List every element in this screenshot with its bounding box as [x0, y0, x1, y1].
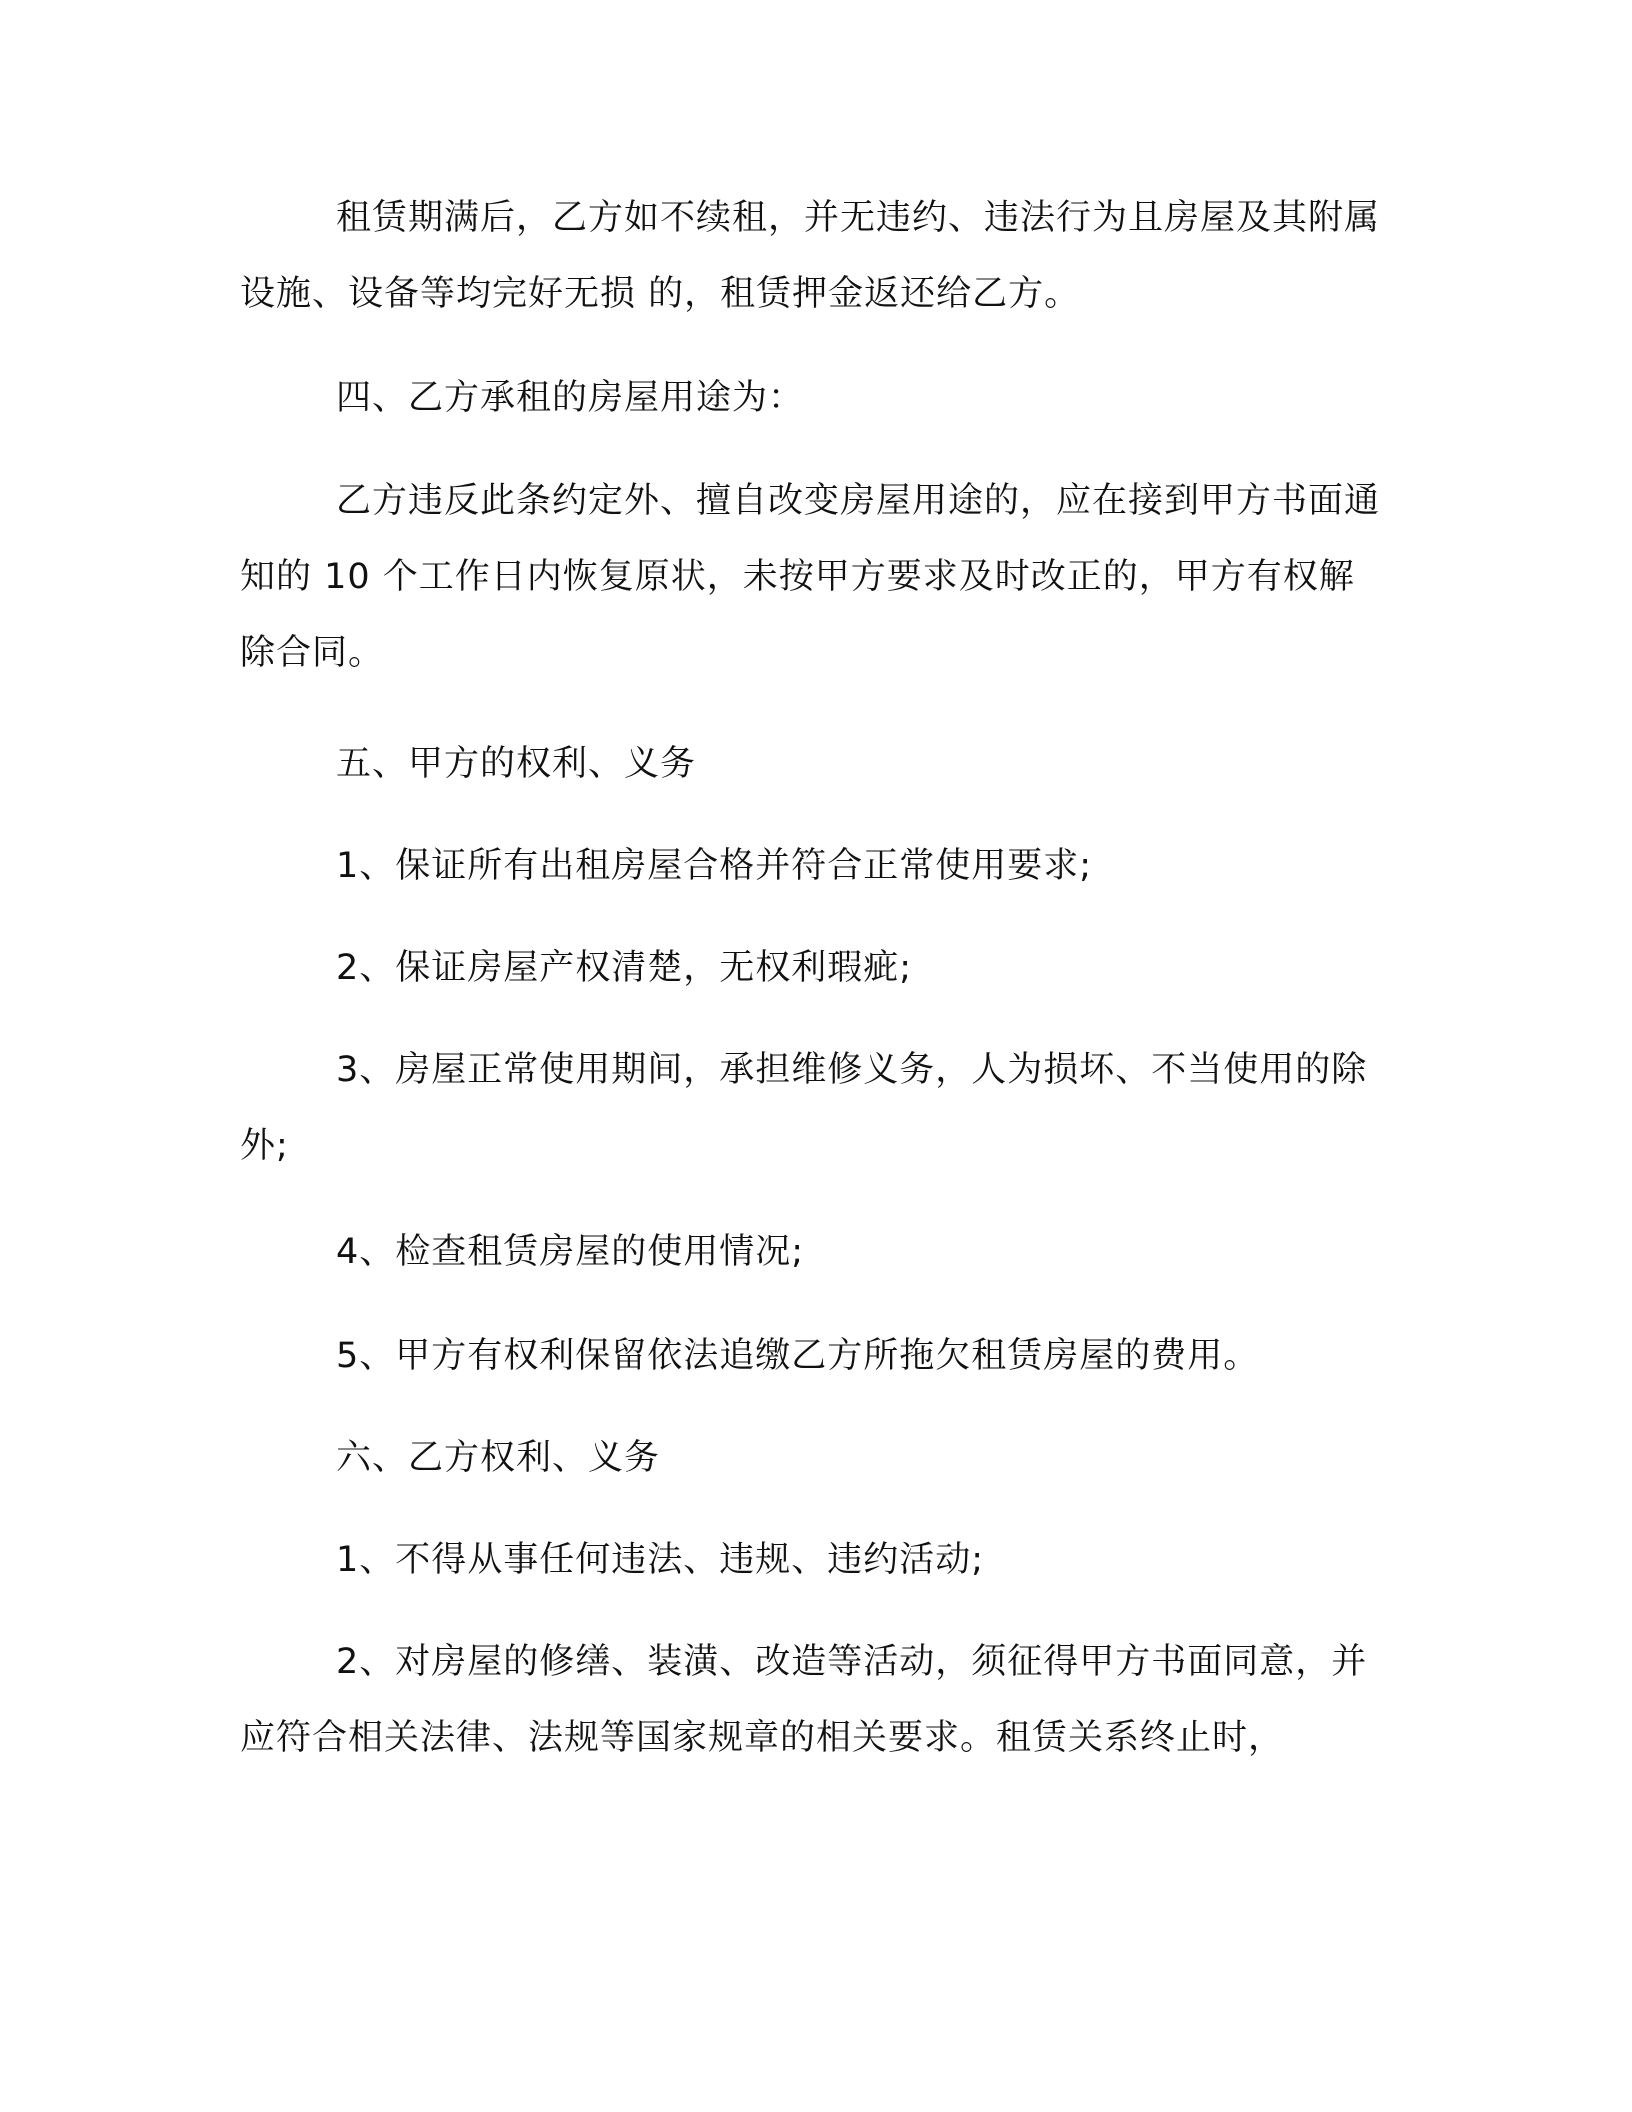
section-heading-party-a-rights	[240, 726, 1390, 802]
list-item-text: 5、甲方有权利保留依法追缴乙方所拖欠租赁房屋的费用。	[336, 1336, 1260, 1376]
list-item-party-b-1	[240, 1522, 1390, 1598]
heading-text: 五、甲方的权利、义务	[336, 744, 697, 784]
list-item-text: 2、保证房屋产权清楚，无权利瑕疵;	[336, 948, 913, 988]
list-item-party-a-4	[240, 1214, 1390, 1290]
paragraph-deposit-return	[240, 180, 1390, 332]
section-heading-usage	[240, 360, 1390, 436]
section-heading-party-b-rights	[240, 1420, 1390, 1496]
list-item-party-a-3	[240, 1032, 1390, 1184]
list-item-party-a-2	[240, 930, 1390, 1006]
paragraph-text: 租赁期满后，乙方如不续租，并无违约、违法行为且房屋及其附属设施、设备等均完好无损 的，租赁押金返还给乙方。	[240, 198, 1381, 314]
paragraph-usage-violation	[240, 463, 1390, 691]
list-item-party-a-5	[240, 1318, 1390, 1394]
list-item-text: 1、保证所有出租房屋合格并符合正常使用要求;	[336, 846, 1093, 886]
paragraph-text: 乙方违反此条约定外、擅自改变房屋用途的，应在接到甲方书面通知的 10 个工作日内恢复原状，未按甲方要求及时改正的，甲方有权解除合同。	[240, 481, 1381, 673]
list-item-text: 3、房屋正常使用期间，承担维修义务，人为损坏、不当使用的除外;	[240, 1050, 1368, 1166]
list-item-text: 2、对房屋的修缮、装潢、改造等活动，须征得甲方书面同意，并应符合相关法律、法规等国家规章的相关要求。租赁关系终止时，	[240, 1642, 1368, 1758]
heading-text: 六、乙方权利、义务	[336, 1438, 661, 1478]
list-item-text: 1、不得从事任何违法、违规、违约活动;	[336, 1540, 985, 1580]
heading-text: 四、乙方承租的房屋用途为：	[336, 378, 805, 418]
list-item-text: 4、检查租赁房屋的使用情况;	[336, 1232, 805, 1272]
list-item-party-b-2	[240, 1624, 1390, 1776]
list-item-party-a-1	[240, 828, 1390, 904]
